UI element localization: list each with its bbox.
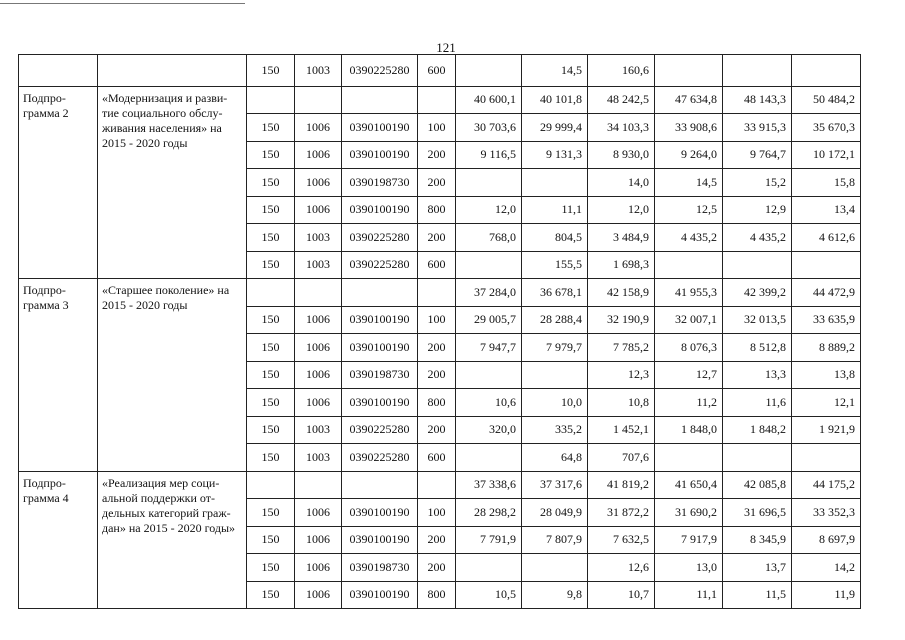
amount-cell: 7 791,9 <box>456 526 522 554</box>
section-code: 1006 <box>295 141 342 169</box>
amount-cell: 10,8 <box>588 389 655 417</box>
amount-cell: 29 005,7 <box>456 306 522 334</box>
grbs-code: 150 <box>247 114 295 142</box>
target-article-code: 0390225280 <box>342 416 418 444</box>
program-label-cell: Подпро- грамма 3 <box>19 279 98 472</box>
target-article-code: 0390100190 <box>342 499 418 527</box>
grbs-code: 150 <box>247 499 295 527</box>
expense-type-code: 800 <box>418 581 456 609</box>
amount-cell: 7 632,5 <box>588 526 655 554</box>
amount-cell: 12,6 <box>588 554 655 582</box>
amount-cell: 9 264,0 <box>655 141 723 169</box>
amount-cell: 160,6 <box>588 55 655 87</box>
section-code: 1003 <box>295 55 342 87</box>
amount-cell: 11,1 <box>655 581 723 609</box>
grbs-code: 150 <box>247 554 295 582</box>
amount-cell <box>792 251 861 279</box>
amount-cell: 1 452,1 <box>588 416 655 444</box>
amount-cell: 7 785,2 <box>588 334 655 362</box>
amount-cell: 320,0 <box>456 416 522 444</box>
amount-cell <box>655 444 723 472</box>
amount-cell: 29 999,4 <box>522 114 588 142</box>
amount-cell: 33 908,6 <box>655 114 723 142</box>
amount-cell: 33 352,3 <box>792 499 861 527</box>
target-article-code: 0390100190 <box>342 334 418 362</box>
amount-cell: 12,9 <box>723 196 792 224</box>
empty-code-cell <box>418 86 456 114</box>
section-code: 1006 <box>295 554 342 582</box>
empty-code-cell <box>247 279 295 307</box>
total-amount-cell: 44 472,9 <box>792 279 861 307</box>
amount-cell <box>792 55 861 87</box>
amount-cell <box>456 554 522 582</box>
amount-cell <box>655 55 723 87</box>
grbs-code: 150 <box>247 169 295 197</box>
amount-cell: 12,7 <box>655 361 723 389</box>
target-article-code: 0390100190 <box>342 306 418 334</box>
grbs-code: 150 <box>247 141 295 169</box>
program-name-cell: «Реализация мер соци- альной поддержки от- дельных категорий граж- дан» на 2015 - 2020 годы» <box>98 471 247 609</box>
section-code: 1003 <box>295 416 342 444</box>
amount-cell: 4 435,2 <box>655 224 723 252</box>
target-article-code: 0390198730 <box>342 169 418 197</box>
program-name-cell: «Старшее поколение» на 2015 - 2020 годы <box>98 279 247 472</box>
section-code: 1006 <box>295 196 342 224</box>
amount-cell: 33 635,9 <box>792 306 861 334</box>
expense-type-code: 200 <box>418 334 456 362</box>
amount-cell: 1 698,3 <box>588 251 655 279</box>
section-code: 1006 <box>295 114 342 142</box>
amount-cell: 33 915,3 <box>723 114 792 142</box>
target-article-code: 0390100190 <box>342 196 418 224</box>
amount-cell: 64,8 <box>522 444 588 472</box>
total-amount-cell: 40 101,8 <box>522 86 588 114</box>
grbs-code: 150 <box>247 196 295 224</box>
amount-cell: 13,7 <box>723 554 792 582</box>
target-article-code: 0390198730 <box>342 361 418 389</box>
empty-code-cell <box>295 471 342 499</box>
amount-cell: 13,4 <box>792 196 861 224</box>
amount-cell: 8 345,9 <box>723 526 792 554</box>
amount-cell: 11,6 <box>723 389 792 417</box>
amount-cell: 32 190,9 <box>588 306 655 334</box>
amount-cell: 1 848,0 <box>655 416 723 444</box>
amount-cell <box>522 361 588 389</box>
empty-code-cell <box>418 279 456 307</box>
expense-type-code: 600 <box>418 251 456 279</box>
empty-code-cell <box>295 86 342 114</box>
target-article-code: 0390100190 <box>342 389 418 417</box>
target-article-code: 0390100190 <box>342 581 418 609</box>
amount-cell: 32 007,1 <box>655 306 723 334</box>
section-code: 1003 <box>295 444 342 472</box>
amount-cell: 14,2 <box>792 554 861 582</box>
amount-cell: 31 696,5 <box>723 499 792 527</box>
amount-cell: 10,7 <box>588 581 655 609</box>
grbs-code: 150 <box>247 416 295 444</box>
page-number: 121 <box>436 40 456 55</box>
amount-cell: 28 298,2 <box>456 499 522 527</box>
amount-cell: 11,9 <box>792 581 861 609</box>
expense-type-code: 800 <box>418 389 456 417</box>
grbs-code: 150 <box>247 361 295 389</box>
amount-cell: 10,5 <box>456 581 522 609</box>
amount-cell: 4 435,2 <box>723 224 792 252</box>
section-code: 1006 <box>295 334 342 362</box>
amount-cell: 7 979,7 <box>522 334 588 362</box>
expense-type-code: 600 <box>418 444 456 472</box>
empty-code-cell <box>418 471 456 499</box>
amount-cell: 4 612,6 <box>792 224 861 252</box>
total-amount-cell: 41 819,2 <box>588 471 655 499</box>
amount-cell: 12,0 <box>588 196 655 224</box>
expense-type-code: 100 <box>418 114 456 142</box>
amount-cell <box>456 444 522 472</box>
amount-cell: 12,5 <box>655 196 723 224</box>
target-article-code: 0390225280 <box>342 55 418 87</box>
expense-type-code: 100 <box>418 499 456 527</box>
amount-cell: 11,1 <box>522 196 588 224</box>
amount-cell: 9 116,5 <box>456 141 522 169</box>
amount-cell: 13,0 <box>655 554 723 582</box>
amount-cell: 11,5 <box>723 581 792 609</box>
amount-cell: 8 512,8 <box>723 334 792 362</box>
amount-cell: 10,0 <box>522 389 588 417</box>
section-code: 1006 <box>295 169 342 197</box>
total-amount-cell: 41 955,3 <box>655 279 723 307</box>
target-article-code: 0390225280 <box>342 251 418 279</box>
total-amount-cell: 36 678,1 <box>522 279 588 307</box>
program-total-row <box>19 471 861 499</box>
amount-cell: 14,5 <box>655 169 723 197</box>
amount-cell <box>655 251 723 279</box>
target-article-code: 0390100190 <box>342 526 418 554</box>
amount-cell <box>723 251 792 279</box>
grbs-code: 150 <box>247 389 295 417</box>
amount-cell <box>723 55 792 87</box>
section-code: 1006 <box>295 581 342 609</box>
amount-cell <box>456 251 522 279</box>
program-total-row <box>19 279 861 307</box>
amount-cell: 13,3 <box>723 361 792 389</box>
amount-cell: 9,8 <box>522 581 588 609</box>
amount-cell: 8 889,2 <box>792 334 861 362</box>
expense-type-code: 200 <box>418 526 456 554</box>
total-amount-cell: 37 284,0 <box>456 279 522 307</box>
expense-type-code: 200 <box>418 169 456 197</box>
expense-type-code: 200 <box>418 141 456 169</box>
total-amount-cell: 42 085,8 <box>723 471 792 499</box>
expense-type-code: 200 <box>418 554 456 582</box>
amount-cell: 11,2 <box>655 389 723 417</box>
amount-cell: 768,0 <box>456 224 522 252</box>
program-label-cell <box>19 55 98 87</box>
amount-cell: 7 917,9 <box>655 526 723 554</box>
target-article-code: 0390198730 <box>342 554 418 582</box>
expense-type-code: 100 <box>418 306 456 334</box>
amount-cell: 3 484,9 <box>588 224 655 252</box>
program-label-cell: Подпро- грамма 4 <box>19 471 98 609</box>
total-amount-cell: 42 399,2 <box>723 279 792 307</box>
program-total-row <box>19 86 861 114</box>
amount-cell: 9 764,7 <box>723 141 792 169</box>
expense-type-code: 800 <box>418 196 456 224</box>
total-amount-cell: 44 175,2 <box>792 471 861 499</box>
program-name-cell: «Модернизация и разви- тие социального обслу- живания населения» на 2015 - 2020 годы <box>98 86 247 279</box>
grbs-code: 150 <box>247 55 295 87</box>
amount-cell <box>456 55 522 87</box>
amount-cell: 35 670,3 <box>792 114 861 142</box>
total-amount-cell: 40 600,1 <box>456 86 522 114</box>
table-row <box>19 55 861 87</box>
amount-cell: 34 103,3 <box>588 114 655 142</box>
amount-cell: 10,6 <box>456 389 522 417</box>
top-rule <box>0 3 245 4</box>
amount-cell: 28 288,4 <box>522 306 588 334</box>
amount-cell: 8 930,0 <box>588 141 655 169</box>
amount-cell <box>456 361 522 389</box>
section-code: 1006 <box>295 389 342 417</box>
empty-code-cell <box>342 471 418 499</box>
amount-cell: 7 947,7 <box>456 334 522 362</box>
amount-cell: 707,6 <box>588 444 655 472</box>
amount-cell: 7 807,9 <box>522 526 588 554</box>
program-name-cell <box>98 55 247 87</box>
amount-cell: 14,5 <box>522 55 588 87</box>
total-amount-cell: 42 158,9 <box>588 279 655 307</box>
amount-cell: 1 848,2 <box>723 416 792 444</box>
amount-cell: 30 703,6 <box>456 114 522 142</box>
amount-cell: 12,3 <box>588 361 655 389</box>
total-amount-cell: 47 634,8 <box>655 86 723 114</box>
amount-cell: 12,0 <box>456 196 522 224</box>
section-code: 1003 <box>295 251 342 279</box>
empty-code-cell <box>342 86 418 114</box>
amount-cell <box>723 444 792 472</box>
section-code: 1003 <box>295 224 342 252</box>
amount-cell: 28 049,9 <box>522 499 588 527</box>
expense-type-code: 200 <box>418 224 456 252</box>
expense-type-code: 200 <box>418 361 456 389</box>
amount-cell: 31 690,2 <box>655 499 723 527</box>
empty-code-cell <box>295 279 342 307</box>
target-article-code: 0390225280 <box>342 444 418 472</box>
amount-cell: 15,2 <box>723 169 792 197</box>
grbs-code: 150 <box>247 334 295 362</box>
empty-code-cell <box>247 471 295 499</box>
total-amount-cell: 41 650,4 <box>655 471 723 499</box>
expense-type-code: 600 <box>418 55 456 87</box>
amount-cell: 335,2 <box>522 416 588 444</box>
total-amount-cell: 48 242,5 <box>588 86 655 114</box>
empty-code-cell <box>247 86 295 114</box>
amount-cell <box>792 444 861 472</box>
program-label-cell: Подпро- грамма 2 <box>19 86 98 279</box>
amount-cell <box>522 169 588 197</box>
total-amount-cell: 48 143,3 <box>723 86 792 114</box>
total-amount-cell: 37 338,6 <box>456 471 522 499</box>
grbs-code: 150 <box>247 581 295 609</box>
grbs-code: 150 <box>247 526 295 554</box>
amount-cell: 12,1 <box>792 389 861 417</box>
amount-cell: 1 921,9 <box>792 416 861 444</box>
target-article-code: 0390100190 <box>342 141 418 169</box>
expense-type-code: 200 <box>418 416 456 444</box>
section-code: 1006 <box>295 361 342 389</box>
budget-table <box>18 54 861 609</box>
section-code: 1006 <box>295 499 342 527</box>
empty-code-cell <box>342 279 418 307</box>
amount-cell: 804,5 <box>522 224 588 252</box>
amount-cell: 8 697,9 <box>792 526 861 554</box>
amount-cell: 31 872,2 <box>588 499 655 527</box>
total-amount-cell: 37 317,6 <box>522 471 588 499</box>
amount-cell: 9 131,3 <box>522 141 588 169</box>
section-code: 1006 <box>295 526 342 554</box>
amount-cell: 8 076,3 <box>655 334 723 362</box>
amount-cell: 155,5 <box>522 251 588 279</box>
amount-cell: 15,8 <box>792 169 861 197</box>
total-amount-cell: 50 484,2 <box>792 86 861 114</box>
grbs-code: 150 <box>247 224 295 252</box>
amount-cell: 10 172,1 <box>792 141 861 169</box>
grbs-code: 150 <box>247 444 295 472</box>
grbs-code: 150 <box>247 251 295 279</box>
target-article-code: 0390225280 <box>342 224 418 252</box>
grbs-code: 150 <box>247 306 295 334</box>
target-article-code: 0390100190 <box>342 114 418 142</box>
amount-cell <box>522 554 588 582</box>
section-code: 1006 <box>295 306 342 334</box>
budget-table-body <box>19 55 861 609</box>
amount-cell: 14,0 <box>588 169 655 197</box>
amount-cell: 32 013,5 <box>723 306 792 334</box>
amount-cell: 13,8 <box>792 361 861 389</box>
amount-cell <box>456 169 522 197</box>
